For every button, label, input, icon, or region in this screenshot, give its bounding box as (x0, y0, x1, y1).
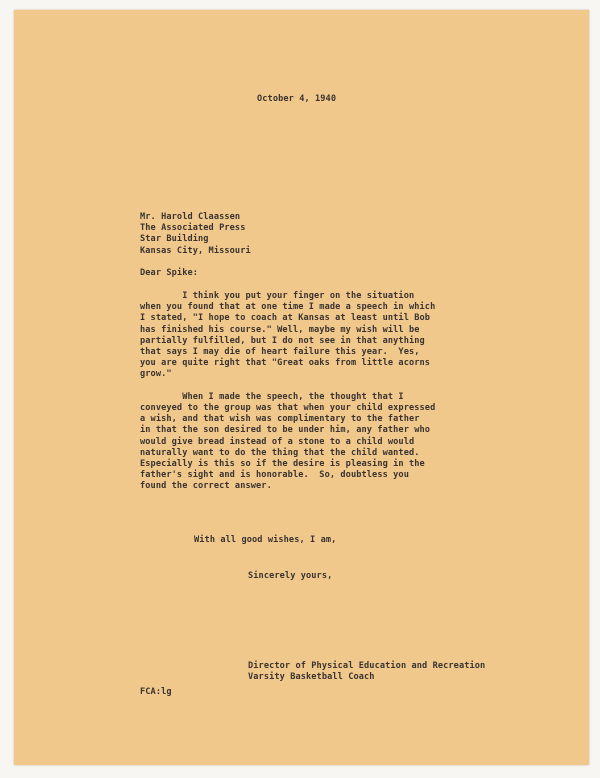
reference-initials: FCA:lg (140, 687, 172, 697)
body-line: father's sight and is honorable. So, doubtless you (140, 470, 409, 481)
body-line: I stated, "I hope to coach at Kansas at least until Bob (140, 313, 431, 324)
body-line-blank (140, 381, 435, 392)
body-line: I think you put your finger on the situation (140, 291, 415, 301)
letter-date: October 4, 1940 (257, 94, 337, 104)
address-line-building: Star Building (140, 234, 209, 245)
body-line: a wish, and that wish was complimentary to the father (140, 414, 420, 425)
body-line: has finished his course." Well, maybe my wish will be (140, 324, 420, 335)
address-line-city: Kansas City, Missouri (140, 245, 251, 256)
body-line: When I made the speech, the thought that I (140, 391, 404, 402)
body-line: naturally want to do the thing that the child wanted. (140, 447, 420, 458)
signature-block (248, 661, 485, 683)
complimentary-close: Sincerely yours, (248, 571, 333, 581)
body-line: would give bread instead of a stone to a child would (140, 436, 415, 447)
letter-body (140, 291, 435, 493)
inside-address (140, 212, 251, 257)
body-line: partially fulfilled, but I do not see in that anything (140, 335, 425, 346)
signature-title-line: Varsity Basketball Coach (248, 672, 375, 683)
body-line: when you found that at one time I made a speech in which (140, 302, 436, 313)
body-line: grow." (140, 369, 172, 380)
body-line: Especially is this so if the desire is pleasing in the (140, 459, 425, 470)
salutation: Dear Spike: (140, 268, 199, 278)
body-line: in that the son desired to be under him, any father who (140, 425, 431, 436)
body-line: found the correct answer. (140, 481, 272, 492)
body-line: conveyed to the group was that when your child expressed (140, 403, 436, 414)
signature-title-line: Director of Physical Education and Recreation (248, 661, 486, 671)
body-line: that says I may die of heart failure this year. Yes, (140, 347, 420, 358)
address-line-org: The Associated Press (140, 223, 246, 234)
body-line: you are quite right that "Great oaks from little acorns (140, 358, 431, 369)
address-line-name: Mr. Harold Claassen (140, 212, 241, 222)
closing-wishes: With all good wishes, I am, (194, 535, 337, 545)
